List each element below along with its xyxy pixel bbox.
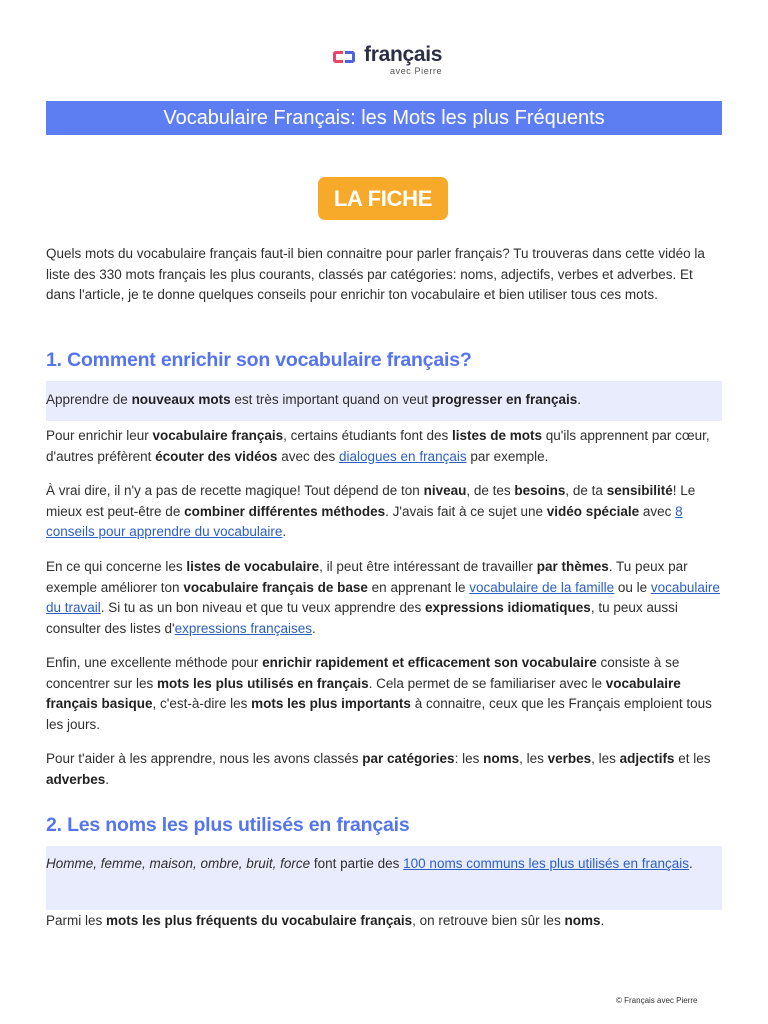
brand-subtitle: avec Pierre [390, 66, 443, 76]
page-title: Vocabulaire Français: les Mots les plus Fréquents [46, 101, 722, 135]
link-dialogues[interactable]: dialogues en français [339, 448, 467, 464]
link-8-conseils[interactable]: 8 conseils pour apprendre du vocabulaire [46, 503, 683, 539]
paragraph-listes: En ce qui concerne les listes de vocabulaire, il peut être intéressant de travailler par thèmes. Tu peux par exemple améliorer ton vocabulaire français de base en apprenant le vocabulaire de la famille ou le vocabulaire du travail. Si tu as un bon niveau et que tu veux apprendre des expressions idiomatiques, tu peux aussi consulter des listes d'expressions françaises. [46, 559, 720, 636]
paragraph-enrichir: Pour enrichir leur vocabulaire français, certains étudiants font des listes de mots qu'ils apprennent par cœur, d'autres préfèrent écouter des vidéos avec des dialogues en français par exemple. [46, 428, 710, 464]
link-vocabulaire-travail[interactable]: vocabulaire du travail [46, 579, 720, 615]
paragraph-noms: Parmi les mots les plus fréquents du vocabulaire français, on retrouve bien sûr les noms. [46, 913, 605, 928]
link-vocabulaire-famille[interactable]: vocabulaire de la famille [469, 579, 615, 595]
brand-logo[interactable] [333, 44, 442, 76]
footer-copyright: © Français avec Pierre [616, 996, 698, 1005]
la-fiche-button[interactable]: LA FICHE [318, 177, 448, 220]
intro-paragraph: Quels mots du vocabulaire français faut-il bien connaitre pour parler français? Tu trouveras dans cette vidéo la liste des 330 mots français les plus courants, classés par catégories: noms, adjectifs, verbes et adverbes. Et dans l'article, je te donne quelques conseils pour enrichir ton vocabulaire et bien utiliser tous ces mots. [46, 246, 705, 302]
link-100-noms-communs[interactable]: 100 noms communs les plus utilisés en français [403, 856, 690, 871]
section-1-heading: 1. Comment enrichir son vocabulaire français? [46, 349, 472, 371]
brand-mark-icon [333, 49, 359, 69]
paragraph-recette: À vrai dire, il n'y a pas de recette magique! Tout dépend de ton niveau, de tes besoins, de ta sensibilité! Le mieux est peut-être de combiner différentes méthodes. J'avais fait à ce sujet une vidéo spéciale avec 8 conseils pour apprendre du vocabulaire. [46, 483, 696, 539]
section-2-highlight: Homme, femme, maison, ombre, bruit, force font partie des 100 noms communs les plus utilisés en français. [46, 846, 722, 910]
paragraph-categories: Pour t'aider à les apprendre, nous les avons classés par catégories: les noms, les verbes, les adjectifs et les adverbes. [46, 751, 711, 787]
paragraph-methode: Enfin, une excellente méthode pour enrichir rapidement et efficacement son vocabulaire consiste à se concentrer sur les mots les plus utilisés en français. Cela permet de se familiariser avec le vocabulaire français basique, c'est-à-dire les mots les plus importants à connaitre, ceux que les Français emploient tous les jours. [46, 655, 712, 732]
link-expressions-francaises[interactable]: expressions françaises [174, 620, 312, 636]
brand-name: français [364, 43, 443, 66]
section-1-highlight: Apprendre de nouveaux mots est très important quand on veut progresser en français. [46, 381, 722, 421]
section-2-heading: 2. Les noms les plus utilisés en français [46, 814, 410, 836]
